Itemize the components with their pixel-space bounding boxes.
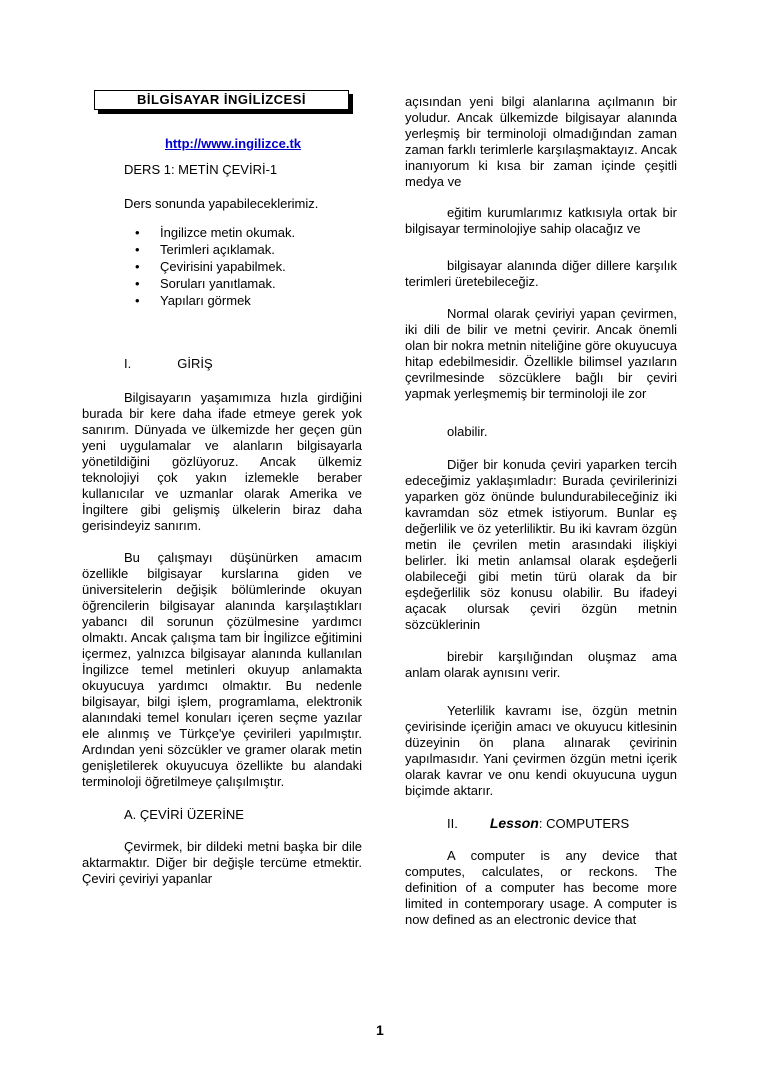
intro-paragraph-2: Bu çalışmayı düşünürken amacım özellikle bilgisayar kurslarına giden ve üniversitelerin değişik bölümlerinde okuyan öğrencilerin bilgisayar alanında karşılaştıkları yabancı dil sorunun çözülmesine yardımcı olmaktı. Ancak çalışma tam bir İngilizce eğitimini içermez, yalnızca bilgisayar alanında kullanılan İngilizce temel metinleri okuyup anlamakta okuyucuya yardımcı olmaktır. Bu nedenle bilgisayar, bilgi işlem, programlama, elektronik alanındaki temel konuları içeren seçme yazılar ele alınmış ve Türkçe'ye çevirileri yapılmıştır. Ardından yeni sözcükler ve gramer olarak metin genişletilerek okuyucuya özellikte bu alandaki terminoloji öğretilmeye çalışılmıştır. bbox=[82, 550, 362, 789]
lesson-heading: DERS 1: METİN ÇEVİRİ-1 bbox=[124, 162, 278, 177]
list-item: • İngilizce metin okumak. bbox=[135, 225, 296, 240]
page-number: 1 bbox=[376, 1022, 384, 1038]
translation-heading: A. ÇEVİRİ ÜZERİNE bbox=[124, 807, 244, 822]
section-heading-intro: I. GİRİŞ bbox=[124, 356, 213, 371]
body-paragraph: birebir karşılığından oluşmaz ama anlam olarak aynısını verir. bbox=[405, 649, 677, 680]
list-item: • Yapıları görmek bbox=[135, 293, 251, 308]
list-item: • Terimleri açıklamak. bbox=[135, 242, 275, 257]
translation-paragraph: Çevirmek, bir dildeki metni başka bir dile aktarmaktır. Diğer bir değişle tercüme etmektir. Çeviri çeviriyi yapanlar bbox=[82, 839, 362, 886]
document-title: BİLGİSAYAR İNGİLİZCESİ bbox=[137, 92, 306, 107]
outcomes-intro: Ders sonunda yapabileceklerimiz. bbox=[124, 196, 319, 211]
outcomes-list bbox=[82, 225, 362, 310]
left-column bbox=[82, 90, 362, 887]
body-paragraph: bilgisayar alanında diğer dillere karşılık terimleri üretebileceğiz. bbox=[405, 258, 677, 289]
intro-paragraph-1: Bilgisayarın yaşamımıza hızla girdiğini burada bir kere daha ifade etmeye gerek yok sanırım. Dünyada ve ülkemizde her geçen gün yeni uygulamalar ve alanların bilgisayarla yönetildiğini gözlüyoruz. Ancak ülkemiz teknolojiyi çok yakın izlemekle beraber kullanıcılar ve uzmanlar olarak Amerika ve İngiltere gibi gelişmiş ülkelerin biraz daha gerisindeyiz sanırım. bbox=[82, 390, 362, 533]
body-paragraph: Yeterlilik kavramı ise, özgün metnin çevirisinde içeriğin amacı ve okuyucu kitlesinin düzeyinin ön plana alınarak çevirinin yapılmasıdır. Yani çevirmen özgün metni içerik olarak kavrar ve onu kendi okuyucuna uygun biçimde aktarır. bbox=[405, 703, 677, 798]
website-link[interactable]: http://www.ingilizce.tk bbox=[164, 136, 302, 151]
document-title-box bbox=[94, 90, 349, 110]
body-paragraph: açısından yeni bilgi alanlarına açılmanın bir yoludur. Ancak ülkemizde bilgisayar alanında yerleşmiş bir terminoloji olmadığından zaman zaman farklı terimlerle karşılaşmaktayız. Ancak inanıyorum ki kısa bir zaman içinde çeşitli medya ve bbox=[405, 94, 677, 189]
body-paragraph: eğitim kurumlarımız katkısıyla ortak bir bilgisayar terminolojiye sahip olacağız ve bbox=[405, 205, 677, 236]
list-item: • Çevirisini yapabilmek. bbox=[135, 259, 286, 274]
right-column bbox=[405, 94, 677, 928]
lesson-paragraph: A computer is any device that computes, calculates, or reckons. The definition of a computer has become more limited in contemporary usage. A computer is now defined as an electronic device that bbox=[405, 848, 677, 927]
list-item: • Soruları yanıtlamak. bbox=[135, 276, 276, 291]
body-paragraph: Diğer bir konuda çeviri yaparken tercih edeceğimiz yaklaşımladır: Burada çevirilerinizi yaparken göz önünde bulundurabileceğiniz iki kavramdan söz etmek istiyorum. Bunlar eş değerlilik ve öz yeterliliktir. Bu iki kavram özgün metin ile çevrilen metin arasındaki ilişkiyi belirler. İki metin anlamsal olarak eşdeğerli olabileceği gibi metin türü olarak da bir eşdeğerlilik söz konusu olabilir. Bu ifadeyi açacak olursak çeviri özgün metnin sözcüklerinin bbox=[405, 457, 677, 632]
body-paragraph: olabilir. bbox=[447, 424, 488, 439]
lesson-heading-computers: II. Lesson: COMPUTERS bbox=[447, 815, 630, 831]
body-paragraph: Normal olarak çeviriyi yapan çevirmen, iki dili de bilir ve metni çevirir. Ancak önemli olan bir nokra metnin niteliğine göre okuyucuya hitap edebilmesidir. Özellikle bilimsel yazıların çevrilmesinde sözcüklere bağlı bir çeviri yapmak yerleşmemiş bir terminoloji ile zor bbox=[405, 306, 677, 401]
